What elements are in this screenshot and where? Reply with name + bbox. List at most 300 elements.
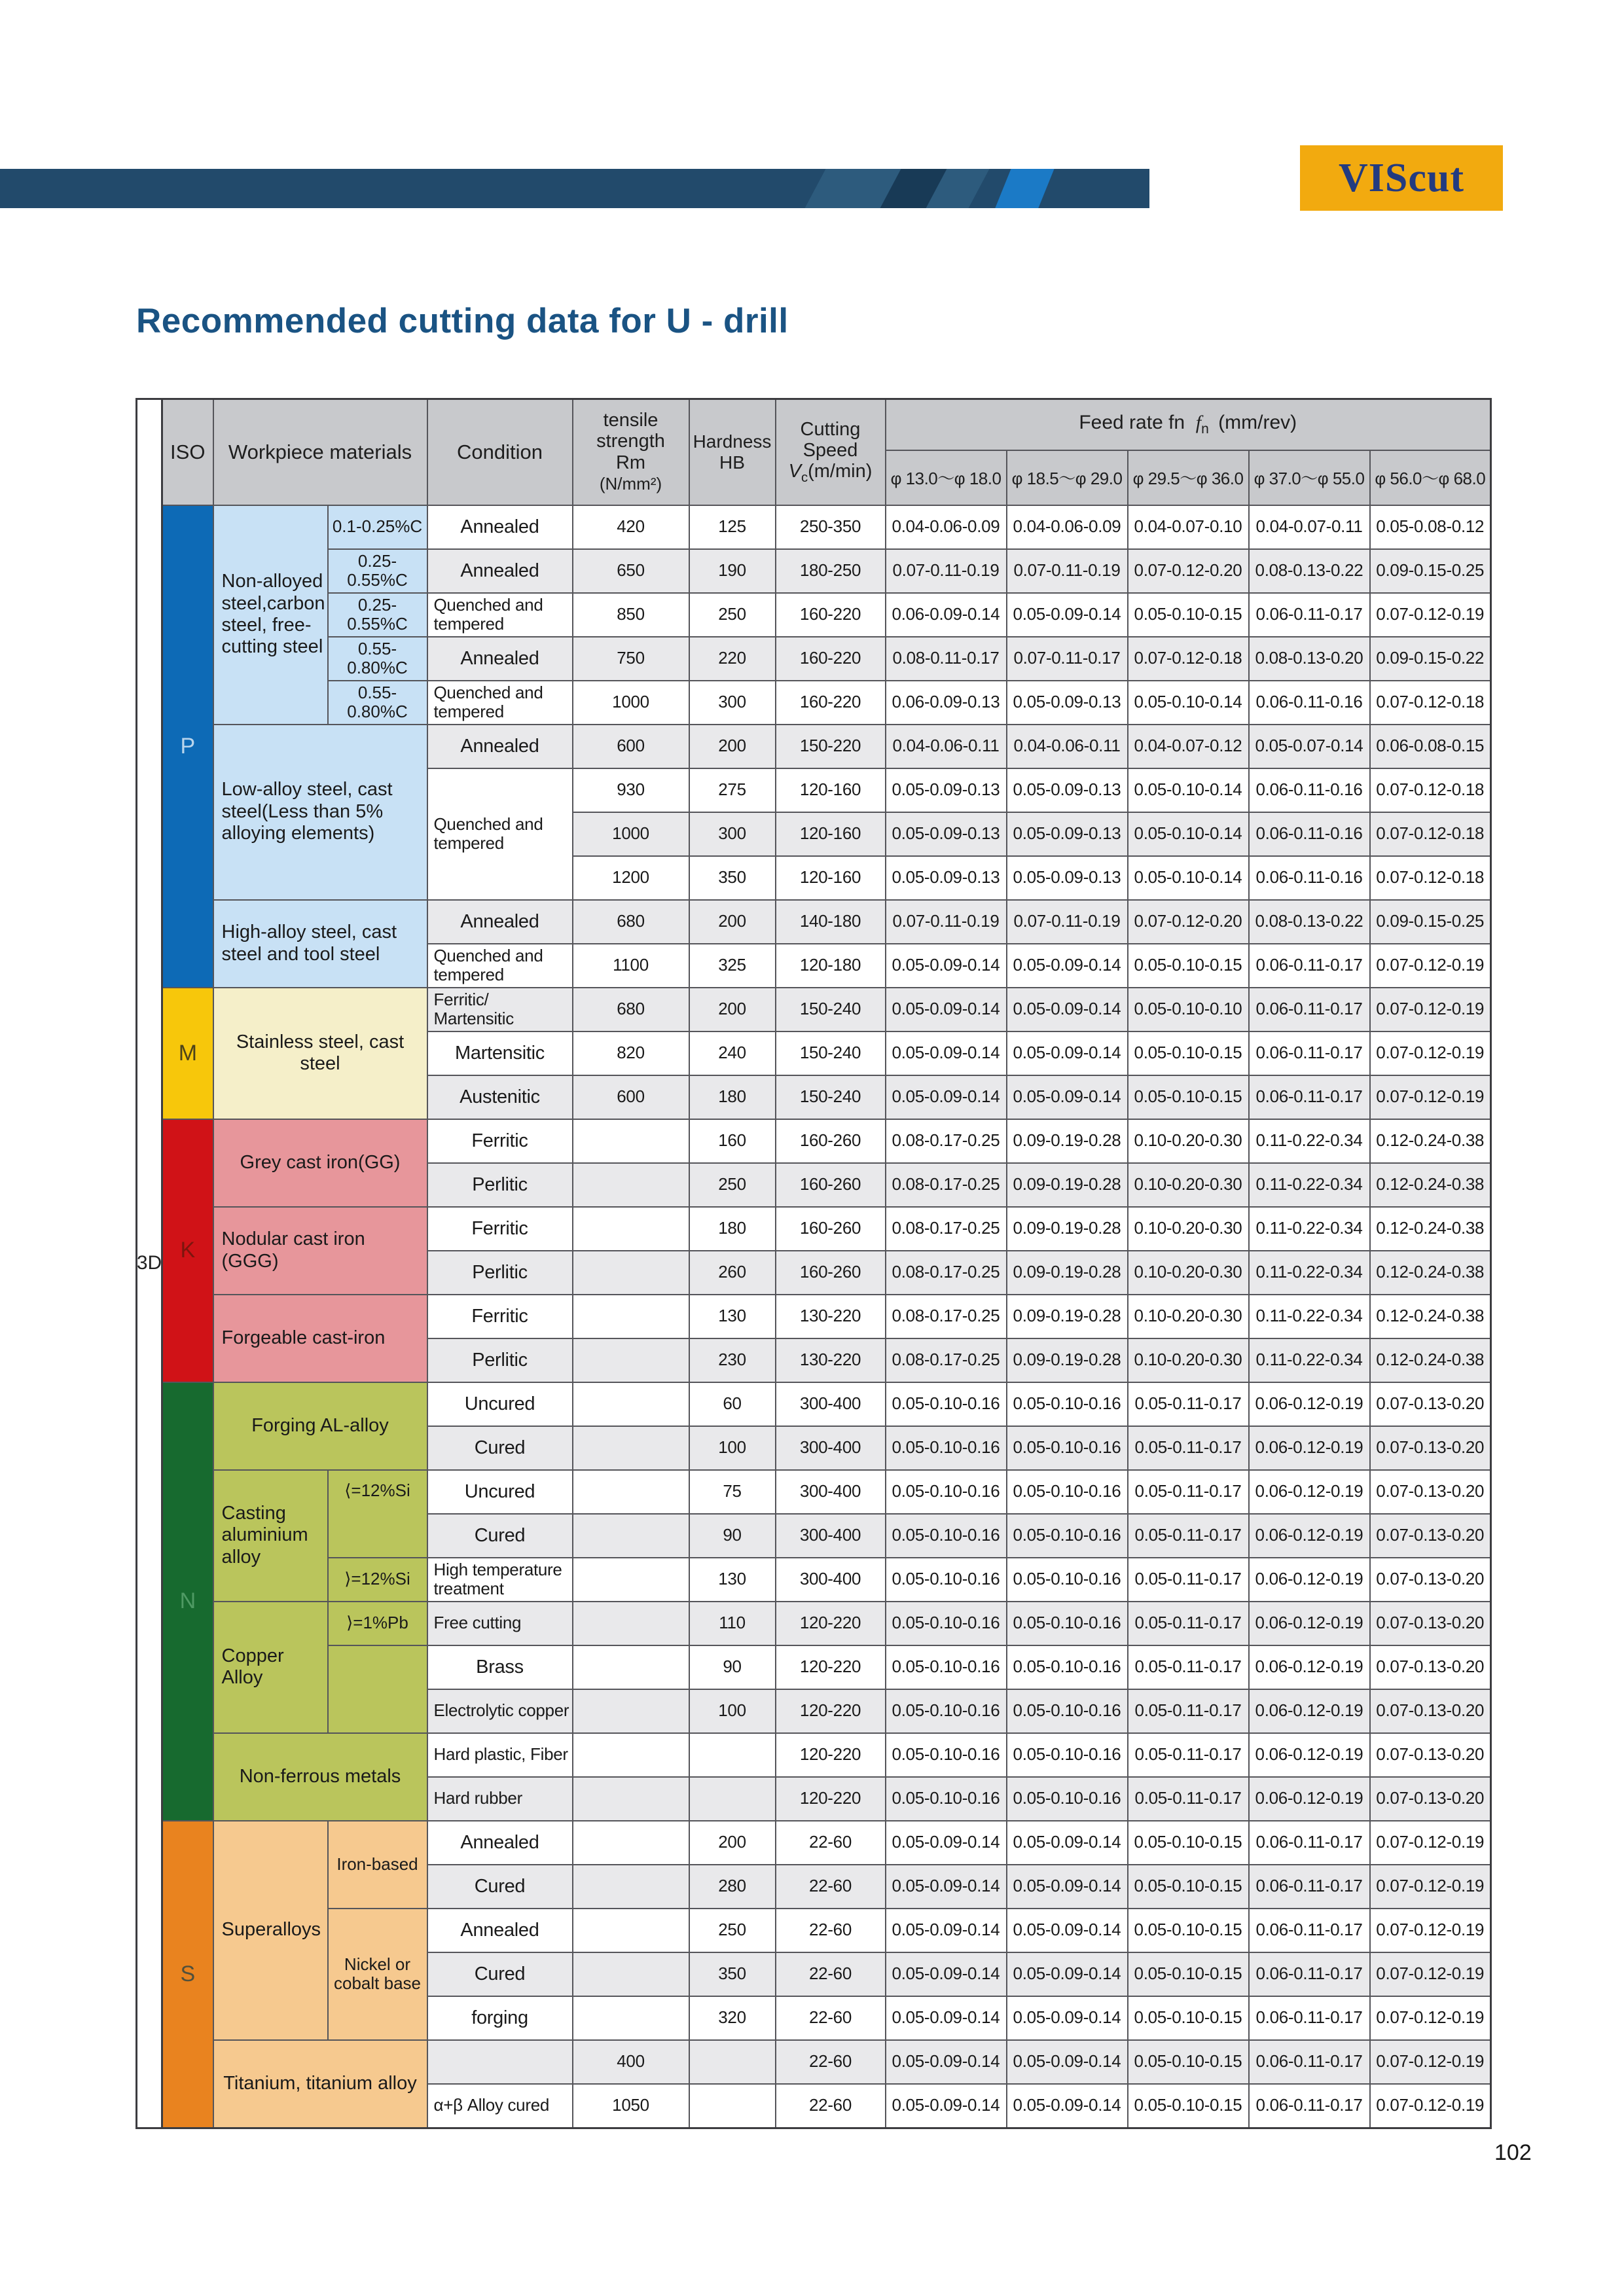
data-cell: 250 — [689, 593, 776, 637]
data-cell: 0.08-0.17-0.25 — [886, 1295, 1007, 1338]
data-cell: 0.06-0.11-0.17 — [1249, 1075, 1370, 1119]
data-cell: 0.05-0.10-0.16 — [886, 1426, 1007, 1470]
data-cell: 0.07-0.11-0.19 — [886, 549, 1007, 593]
data-cell — [573, 1909, 689, 1952]
data-cell: 0.05-0.11-0.17 — [1128, 1602, 1249, 1645]
feed-rate-label: Feed rate fn — [1079, 412, 1185, 434]
table-row — [162, 1602, 1491, 1645]
table-row — [162, 900, 1491, 944]
table-row — [162, 1295, 1491, 1338]
data-cell: 0.05-0.09-0.14 — [1007, 1031, 1128, 1075]
data-cell: 0.05-0.11-0.17 — [1128, 1470, 1249, 1514]
table-row — [162, 725, 1491, 768]
data-cell: 0.07-0.12-0.19 — [1370, 944, 1491, 988]
data-cell — [573, 1470, 689, 1514]
data-cell: 0.08-0.17-0.25 — [886, 1163, 1007, 1207]
data-cell: 0.05-0.09-0.13 — [1007, 856, 1128, 900]
data-cell: 0.12-0.24-0.38 — [1370, 1295, 1491, 1338]
data-cell: 0.05-0.09-0.14 — [1007, 1952, 1128, 1996]
header-feed-rate — [886, 399, 1491, 450]
data-cell: 0.06-0.11-0.16 — [1249, 681, 1370, 725]
data-cell: 0.04-0.07-0.11 — [1249, 505, 1370, 549]
data-cell: 275 — [689, 768, 776, 812]
cond-cell: Quenched and tempered — [427, 768, 573, 900]
data-cell: 1050 — [573, 2084, 689, 2128]
cond-cell — [427, 2040, 573, 2084]
tensile-line3: Rm — [615, 452, 646, 473]
data-cell: 0.07-0.12-0.18 — [1370, 681, 1491, 725]
data-cell: 0.08-0.17-0.25 — [886, 1338, 1007, 1382]
data-cell: 0.05-0.09-0.14 — [1007, 988, 1128, 1031]
data-cell: 0.05-0.11-0.17 — [1128, 1558, 1249, 1602]
data-cell: 0.08-0.13-0.22 — [1249, 549, 1370, 593]
cond-cell: Martensitic — [427, 1031, 573, 1075]
data-cell: 0.05-0.09-0.13 — [1007, 681, 1128, 725]
data-cell: 930 — [573, 768, 689, 812]
data-cell: 0.05-0.11-0.17 — [1128, 1733, 1249, 1777]
data-cell: 0.04-0.06-0.11 — [886, 725, 1007, 768]
header-iso: ISO — [162, 399, 213, 505]
data-cell: 22-60 — [776, 2084, 886, 2128]
data-cell: 180-250 — [776, 549, 886, 593]
data-cell: 0.05-0.11-0.17 — [1128, 1689, 1249, 1733]
cond-cell: α+β Alloy cured — [427, 2084, 573, 2128]
speed-unit: (m/min) — [808, 461, 873, 482]
sub-cell: 0.25-0.55%C — [328, 593, 427, 637]
data-cell: 0.06-0.11-0.17 — [1249, 593, 1370, 637]
data-cell: 90 — [689, 1645, 776, 1689]
data-cell: 60 — [689, 1382, 776, 1426]
tensile-line1: tensile — [603, 409, 659, 431]
header-workpiece-materials: Workpiece materials — [213, 399, 427, 505]
data-cell — [689, 1777, 776, 1821]
data-cell: 0.05-0.10-0.15 — [1128, 1075, 1249, 1119]
data-cell: 160-260 — [776, 1207, 886, 1251]
data-cell: 160-220 — [776, 637, 886, 681]
data-cell: 0.06-0.11-0.17 — [1249, 1821, 1370, 1865]
data-cell: 1100 — [573, 944, 689, 988]
data-cell: 0.05-0.10-0.16 — [1007, 1382, 1128, 1426]
cond-cell: Perlitic — [427, 1251, 573, 1295]
data-cell — [689, 2084, 776, 2128]
data-cell: 0.06-0.09-0.13 — [886, 681, 1007, 725]
table-row — [162, 505, 1491, 549]
mat-cell: Nodular cast iron (GGG) — [213, 1207, 427, 1295]
sub-cell: ⟨=12%Si — [328, 1470, 427, 1558]
data-cell: 300 — [689, 681, 776, 725]
data-cell: 0.07-0.12-0.19 — [1370, 1031, 1491, 1075]
data-cell: 22-60 — [776, 1821, 886, 1865]
cond-cell: Quenched and tempered — [427, 944, 573, 988]
sub-cell: ⟩=12%Si — [328, 1558, 427, 1602]
data-cell — [573, 1207, 689, 1251]
data-cell: 250-350 — [776, 505, 886, 549]
sub-cell: 0.55-0.80%C — [328, 637, 427, 681]
data-cell: 130 — [689, 1558, 776, 1602]
header-feed-range-2: φ 18.5～φ 29.0 — [1007, 450, 1128, 505]
data-cell: 220 — [689, 637, 776, 681]
data-cell: 300 — [689, 812, 776, 856]
data-cell — [573, 1382, 689, 1426]
data-cell: 0.05-0.11-0.17 — [1128, 1514, 1249, 1558]
data-cell: 280 — [689, 1865, 776, 1909]
data-cell: 0.05-0.09-0.14 — [1007, 2084, 1128, 2128]
data-cell: 240 — [689, 1031, 776, 1075]
data-cell: 0.04-0.07-0.12 — [1128, 725, 1249, 768]
data-cell: 0.06-0.09-0.14 — [886, 593, 1007, 637]
data-cell: 0.10-0.20-0.30 — [1128, 1338, 1249, 1382]
mat-cell: Non-alloyed steel,carbon steel, free-cutting steel — [213, 505, 328, 725]
data-cell: 0.09-0.15-0.25 — [1370, 900, 1491, 944]
data-cell: 0.09-0.15-0.25 — [1370, 549, 1491, 593]
data-cell: 0.05-0.09-0.14 — [886, 988, 1007, 1031]
mat-cell: Grey cast iron(GG) — [213, 1119, 427, 1207]
data-cell: 0.12-0.24-0.38 — [1370, 1119, 1491, 1163]
data-cell: 0.08-0.17-0.25 — [886, 1119, 1007, 1163]
data-cell: 320 — [689, 1996, 776, 2040]
data-cell: 160-260 — [776, 1251, 886, 1295]
header-feed-range-3: φ 29.5～φ 36.0 — [1128, 450, 1249, 505]
cond-cell: Brass — [427, 1645, 573, 1689]
table-row — [162, 1645, 1491, 1689]
data-cell: 75 — [689, 1470, 776, 1514]
data-cell: 160-260 — [776, 1119, 886, 1163]
data-cell — [689, 2040, 776, 2084]
speed-line1: Cutting — [800, 418, 861, 440]
mat-cell: Non-ferrous metals — [213, 1733, 427, 1821]
data-cell: 0.05-0.10-0.15 — [1128, 1909, 1249, 1952]
cond-cell: Ferritic — [427, 1119, 573, 1163]
data-cell: 0.06-0.11-0.16 — [1249, 768, 1370, 812]
data-cell: 0.07-0.12-0.18 — [1370, 812, 1491, 856]
data-cell: 820 — [573, 1031, 689, 1075]
data-cell: 0.05-0.09-0.14 — [886, 1909, 1007, 1952]
data-cell: 0.06-0.12-0.19 — [1249, 1777, 1370, 1821]
data-cell: 0.10-0.20-0.30 — [1128, 1119, 1249, 1163]
data-cell: 0.05-0.09-0.14 — [886, 1996, 1007, 2040]
table-row — [162, 549, 1491, 593]
hardness-line2: HB — [719, 452, 745, 473]
data-cell: 0.05-0.10-0.14 — [1128, 768, 1249, 812]
data-cell: 0.05-0.10-0.16 — [1007, 1470, 1128, 1514]
data-cell: 300-400 — [776, 1382, 886, 1426]
data-cell: 0.06-0.11-0.17 — [1249, 1031, 1370, 1075]
header-tensile-strength — [573, 399, 689, 505]
data-cell: 0.05-0.10-0.16 — [1007, 1689, 1128, 1733]
data-cell: 0.05-0.10-0.16 — [1007, 1733, 1128, 1777]
data-cell: 120-160 — [776, 856, 886, 900]
data-cell: 0.05-0.09-0.14 — [1007, 1821, 1128, 1865]
cond-cell: Cured — [427, 1952, 573, 1996]
table-row — [162, 637, 1491, 681]
data-cell — [573, 1821, 689, 1865]
mat-cell: Forging AL-alloy — [213, 1382, 427, 1470]
data-cell — [573, 1996, 689, 2040]
data-cell: 160-220 — [776, 681, 886, 725]
data-cell — [573, 1952, 689, 1996]
data-cell — [573, 1645, 689, 1689]
tensile-line2: strength — [596, 431, 665, 452]
data-cell: 0.04-0.06-0.09 — [886, 505, 1007, 549]
data-cell: 0.10-0.20-0.30 — [1128, 1163, 1249, 1207]
data-cell: 750 — [573, 637, 689, 681]
sub-cell: Nickel or cobalt base — [328, 1909, 427, 2040]
data-cell: 0.05-0.09-0.14 — [1007, 1075, 1128, 1119]
viscut-logo-text: VIScut — [1338, 155, 1465, 200]
data-cell: 0.09-0.19-0.28 — [1007, 1338, 1128, 1382]
data-cell: 0.07-0.13-0.20 — [1370, 1382, 1491, 1426]
data-cell: 0.05-0.11-0.17 — [1128, 1382, 1249, 1426]
data-cell: 0.06-0.11-0.17 — [1249, 1952, 1370, 1996]
data-cell: 0.05-0.10-0.14 — [1128, 681, 1249, 725]
mat-cell: Casting aluminium alloy — [213, 1470, 328, 1602]
data-cell: 0.09-0.19-0.28 — [1007, 1119, 1128, 1163]
data-cell — [573, 1251, 689, 1295]
header-condition: Condition — [427, 399, 573, 505]
cond-cell: Annealed — [427, 900, 573, 944]
sub-cell: 0.1-0.25%C — [328, 505, 427, 549]
data-cell: 0.06-0.11-0.17 — [1249, 1865, 1370, 1909]
data-cell: 0.05-0.09-0.14 — [886, 1075, 1007, 1119]
feed-rate-symbol: f — [1195, 412, 1202, 434]
data-cell: 0.05-0.09-0.13 — [886, 768, 1007, 812]
data-cell: 0.07-0.11-0.19 — [886, 900, 1007, 944]
viscut-logo — [1300, 145, 1503, 211]
cond-cell: Annealed — [427, 1909, 573, 1952]
data-cell: 140-180 — [776, 900, 886, 944]
table-header — [162, 399, 1491, 505]
data-cell: 22-60 — [776, 1865, 886, 1909]
header-feed-range-4: φ 37.0～φ 55.0 — [1249, 450, 1370, 505]
data-cell: 120-220 — [776, 1733, 886, 1777]
data-cell: 0.07-0.12-0.18 — [1370, 768, 1491, 812]
data-cell: 22-60 — [776, 1996, 886, 2040]
table-row — [162, 1909, 1491, 1952]
data-cell: 0.06-0.11-0.17 — [1249, 2084, 1370, 2128]
data-cell: 0.07-0.12-0.20 — [1128, 549, 1249, 593]
data-cell: 200 — [689, 1821, 776, 1865]
data-cell: 0.05-0.09-0.14 — [886, 1865, 1007, 1909]
speed-symbol: V — [788, 461, 801, 482]
data-cell: 0.05-0.09-0.14 — [886, 1031, 1007, 1075]
data-cell: 230 — [689, 1338, 776, 1382]
data-cell: 0.07-0.11-0.17 — [1007, 637, 1128, 681]
cond-cell: Uncured — [427, 1470, 573, 1514]
table-row — [162, 1207, 1491, 1251]
cond-cell: Annealed — [427, 549, 573, 593]
mat-cell: Superalloys — [213, 1821, 328, 2040]
data-cell: 0.06-0.12-0.19 — [1249, 1645, 1370, 1689]
data-cell: 0.08-0.11-0.17 — [886, 637, 1007, 681]
data-cell: 200 — [689, 900, 776, 944]
cond-cell: Perlitic — [427, 1338, 573, 1382]
data-cell — [573, 1163, 689, 1207]
data-cell: 0.06-0.12-0.19 — [1249, 1602, 1370, 1645]
cutting-data-table — [161, 398, 1492, 2129]
data-cell: 0.10-0.20-0.30 — [1128, 1207, 1249, 1251]
speed-line2: Speed — [803, 439, 858, 461]
data-cell: 0.12-0.24-0.38 — [1370, 1163, 1491, 1207]
mat-cell: High-alloy steel, cast steel and tool steel — [213, 900, 427, 988]
data-cell: 0.05-0.10-0.15 — [1128, 2084, 1249, 2128]
table-row — [162, 2040, 1491, 2084]
data-cell: 0.12-0.24-0.38 — [1370, 1338, 1491, 1382]
data-cell: 0.05-0.09-0.13 — [886, 856, 1007, 900]
data-cell: 0.07-0.13-0.20 — [1370, 1689, 1491, 1733]
data-cell: 160 — [689, 1119, 776, 1163]
data-cell: 0.06-0.11-0.17 — [1249, 2040, 1370, 2084]
data-cell: 200 — [689, 988, 776, 1031]
cond-cell: forging — [427, 1996, 573, 2040]
data-cell — [573, 1865, 689, 1909]
data-cell: 0.05-0.10-0.15 — [1128, 1031, 1249, 1075]
data-cell: 0.05-0.10-0.16 — [1007, 1558, 1128, 1602]
data-cell: 130 — [689, 1295, 776, 1338]
data-cell: 0.08-0.17-0.25 — [886, 1251, 1007, 1295]
data-cell: 0.06-0.11-0.17 — [1249, 1996, 1370, 2040]
data-cell: 0.06-0.08-0.15 — [1370, 725, 1491, 768]
data-cell: 0.05-0.10-0.16 — [1007, 1645, 1128, 1689]
data-cell: 0.05-0.09-0.14 — [886, 2040, 1007, 2084]
data-cell — [573, 1426, 689, 1470]
data-cell: 0.06-0.12-0.19 — [1249, 1426, 1370, 1470]
cond-cell: Free cutting — [427, 1602, 573, 1645]
data-cell: 180 — [689, 1207, 776, 1251]
data-cell: 0.06-0.11-0.17 — [1249, 944, 1370, 988]
speed-symbol-sub: c — [801, 471, 808, 486]
data-cell: 160-260 — [776, 1163, 886, 1207]
banner-decoration-blue — [992, 169, 1058, 208]
data-cell: 1000 — [573, 812, 689, 856]
data-cell: 0.06-0.12-0.19 — [1249, 1689, 1370, 1733]
cond-cell: Ferritic — [427, 1207, 573, 1251]
cond-cell: Perlitic — [427, 1163, 573, 1207]
data-cell: 0.11-0.22-0.34 — [1249, 1163, 1370, 1207]
data-cell: 0.07-0.12-0.19 — [1370, 1821, 1491, 1865]
data-cell: 130-220 — [776, 1338, 886, 1382]
data-cell: 0.05-0.09-0.14 — [1007, 1996, 1128, 2040]
data-cell: 0.06-0.12-0.19 — [1249, 1382, 1370, 1426]
data-cell: 0.06-0.11-0.17 — [1249, 988, 1370, 1031]
data-cell — [573, 1514, 689, 1558]
data-cell: 0.07-0.12-0.19 — [1370, 2084, 1491, 2128]
data-cell: 0.11-0.22-0.34 — [1249, 1251, 1370, 1295]
cond-cell: Ferritic — [427, 1295, 573, 1338]
table-body — [162, 505, 1491, 2128]
data-cell: 0.12-0.24-0.38 — [1370, 1251, 1491, 1295]
data-cell: 0.09-0.15-0.22 — [1370, 637, 1491, 681]
cond-cell: Annealed — [427, 1821, 573, 1865]
hardness-line1: Hardness — [693, 431, 772, 452]
table-row — [162, 988, 1491, 1031]
data-cell: 0.04-0.06-0.09 — [1007, 505, 1128, 549]
data-cell: 400 — [573, 2040, 689, 2084]
data-cell: 0.07-0.13-0.20 — [1370, 1470, 1491, 1514]
data-cell: 0.10-0.20-0.30 — [1128, 1251, 1249, 1295]
table-row — [162, 1119, 1491, 1163]
data-cell: 680 — [573, 900, 689, 944]
sub-cell — [328, 1645, 427, 1733]
header-feed-range-5: φ 56.0～φ 68.0 — [1370, 450, 1491, 505]
sub-cell: ⟩=1%Pb — [328, 1602, 427, 1645]
data-cell: 0.07-0.11-0.19 — [1007, 549, 1128, 593]
data-cell: 100 — [689, 1426, 776, 1470]
cond-cell: Quenched and tempered — [427, 681, 573, 725]
side-gutter — [135, 398, 161, 2129]
data-cell — [573, 1733, 689, 1777]
data-cell: 0.07-0.12-0.20 — [1128, 900, 1249, 944]
data-cell: 0.07-0.12-0.19 — [1370, 988, 1491, 1031]
data-cell: 0.08-0.13-0.20 — [1249, 637, 1370, 681]
iso-cell: K — [162, 1119, 213, 1382]
cond-cell: Annealed — [427, 725, 573, 768]
data-cell: 0.08-0.13-0.22 — [1249, 900, 1370, 944]
data-cell: 0.07-0.13-0.20 — [1370, 1602, 1491, 1645]
data-cell: 0.04-0.07-0.10 — [1128, 505, 1249, 549]
data-cell: 0.05-0.10-0.14 — [1128, 812, 1249, 856]
data-cell: 0.05-0.09-0.14 — [1007, 593, 1128, 637]
data-cell: 0.05-0.10-0.16 — [886, 1645, 1007, 1689]
data-cell: 250 — [689, 1909, 776, 1952]
cond-cell: Hard plastic, Fiber — [427, 1733, 573, 1777]
data-cell: 0.10-0.20-0.30 — [1128, 1295, 1249, 1338]
table-row — [162, 593, 1491, 637]
data-cell: 0.07-0.12-0.19 — [1370, 2040, 1491, 2084]
iso-cell: P — [162, 505, 213, 988]
data-cell: 0.05-0.10-0.16 — [1007, 1777, 1128, 1821]
data-cell: 0.12-0.24-0.38 — [1370, 1207, 1491, 1251]
data-cell: 350 — [689, 856, 776, 900]
data-cell — [573, 1338, 689, 1382]
data-cell: 0.07-0.13-0.20 — [1370, 1558, 1491, 1602]
mat-cell: Low-alloy steel, cast steel(Less than 5% alloying elements) — [213, 725, 427, 900]
data-cell: 0.05-0.10-0.16 — [1007, 1602, 1128, 1645]
data-cell: 0.05-0.10-0.16 — [886, 1777, 1007, 1821]
cond-cell: Annealed — [427, 637, 573, 681]
data-cell: 0.09-0.19-0.28 — [1007, 1251, 1128, 1295]
data-cell: 0.07-0.12-0.19 — [1370, 1865, 1491, 1909]
data-cell: 0.07-0.12-0.19 — [1370, 593, 1491, 637]
sub-cell: 0.25-0.55%C — [328, 549, 427, 593]
sub-cell: 0.55-0.80%C — [328, 681, 427, 725]
data-cell: 420 — [573, 505, 689, 549]
page-number: 102 — [1494, 2140, 1532, 2165]
table-row — [162, 1558, 1491, 1602]
data-cell: 0.11-0.22-0.34 — [1249, 1295, 1370, 1338]
cond-cell: Uncured — [427, 1382, 573, 1426]
data-cell: 260 — [689, 1251, 776, 1295]
data-cell: 22-60 — [776, 1952, 886, 1996]
data-cell: 160-220 — [776, 593, 886, 637]
data-cell: 150-240 — [776, 1031, 886, 1075]
data-cell: 0.11-0.22-0.34 — [1249, 1207, 1370, 1251]
data-cell: 0.09-0.19-0.28 — [1007, 1163, 1128, 1207]
data-cell: 600 — [573, 1075, 689, 1119]
data-cell: 0.11-0.22-0.34 — [1249, 1119, 1370, 1163]
data-cell: 200 — [689, 725, 776, 768]
data-cell: 325 — [689, 944, 776, 988]
data-cell: 0.05-0.09-0.13 — [1007, 768, 1128, 812]
data-cell: 0.06-0.11-0.16 — [1249, 856, 1370, 900]
feed-rate-symbol-sub: n — [1201, 422, 1209, 437]
data-cell: 600 — [573, 725, 689, 768]
data-cell: 0.05-0.10-0.16 — [886, 1382, 1007, 1426]
data-cell: 0.05-0.09-0.14 — [1007, 944, 1128, 988]
cond-cell: Cured — [427, 1426, 573, 1470]
data-cell: 150-240 — [776, 988, 886, 1031]
data-cell: 0.05-0.10-0.15 — [1128, 593, 1249, 637]
data-cell: 0.05-0.09-0.14 — [1007, 1865, 1128, 1909]
